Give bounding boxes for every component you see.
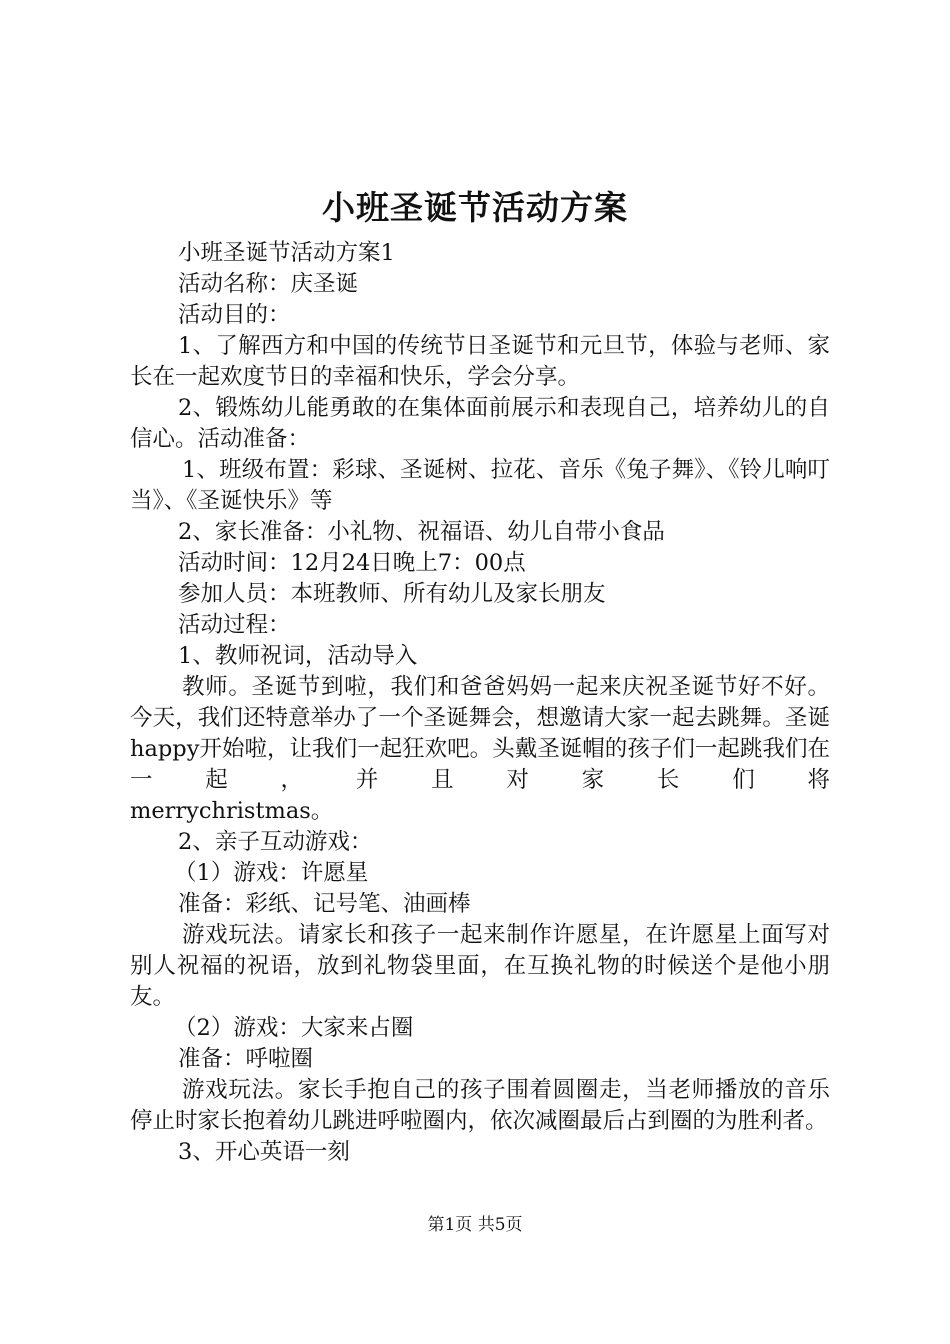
document-body <box>130 238 830 1168</box>
paragraph-step-3: 3、开心英语一刻 <box>178 1139 350 1165</box>
paragraph-game-1-title: （1）游戏：许愿星 <box>174 860 369 886</box>
paragraph-game-1-prep: 准备：彩纸、记号笔、油画棒 <box>178 891 471 917</box>
paragraph-game-2-rules: 游戏玩法。家长手抱自己的孩子围着圆圈走，当老师播放的音乐停止时家长抱着幼儿跳进呼啦圈内，依次减圈最后占到圈的为胜利者。 <box>130 1077 830 1134</box>
paragraph-game-2-title: （2）游戏：大家来占圈 <box>174 1015 414 1041</box>
paragraph-purpose-1: 1、了解西方和中国的传统节日圣诞节和元旦节，体验与老师、家长在一起欢度节日的幸福和快乐，学会分享。 <box>130 333 830 390</box>
page-footer: 第1页 共5页 <box>427 1215 523 1235</box>
paragraph-activity-name: 活动名称：庆圣诞 <box>178 271 359 297</box>
paragraph-step-2: 2、亲子互动游戏： <box>178 829 373 855</box>
paragraph-prep-2: 2、家长准备：小礼物、祝福语、幼儿自带小食品 <box>178 519 665 545</box>
paragraph-participants: 参加人员：本班教师、所有幼儿及家长朋友 <box>178 581 606 607</box>
paragraph-heading: 小班圣诞节活动方案1 <box>178 240 395 266</box>
paragraph-purpose-label: 活动目的： <box>178 302 291 328</box>
document-title: 小班圣诞节活动方案 <box>322 188 628 227</box>
paragraph-prep-1: 1、班级布置：彩球、圣诞树、拉花、音乐《兔子舞》、《铃儿响叮当》、《圣诞快乐》等 <box>130 457 830 514</box>
paragraph-game-2-prep: 准备：呼啦圈 <box>178 1046 314 1072</box>
paragraph-step-1: 1、教师祝词，活动导入 <box>178 643 418 669</box>
paragraph-merry-christmas: merrychristmas。 <box>130 798 334 824</box>
paragraph-purpose-2: 2、锻炼幼儿能勇敢的在集体面前展示和表现自己，培养幼儿的自信心。活动准备： <box>130 395 830 452</box>
paragraph-process-label: 活动过程： <box>178 612 291 638</box>
paragraph-time: 活动时间：12月24日晚上7：00点 <box>178 550 526 576</box>
paragraph-game-1-rules: 游戏玩法。请家长和孩子一起来制作许愿星，在许愿星上面写对别人祝福的祝语，放到礼物袋里面，在互换礼物的时候送个是他小朋友。 <box>130 922 830 1010</box>
paragraph-teacher-speech: 教师。圣诞节到啦，我们和爸爸妈妈一起来庆祝圣诞节好不好。今天，我们还特意举办了一个圣诞舞会，想邀请大家一起去跳舞。圣诞happy开始啦，让我们一起狂欢吧。头戴圣诞帽的孩子们一起跳我们在一起，并且对家长们将 <box>130 674 830 793</box>
